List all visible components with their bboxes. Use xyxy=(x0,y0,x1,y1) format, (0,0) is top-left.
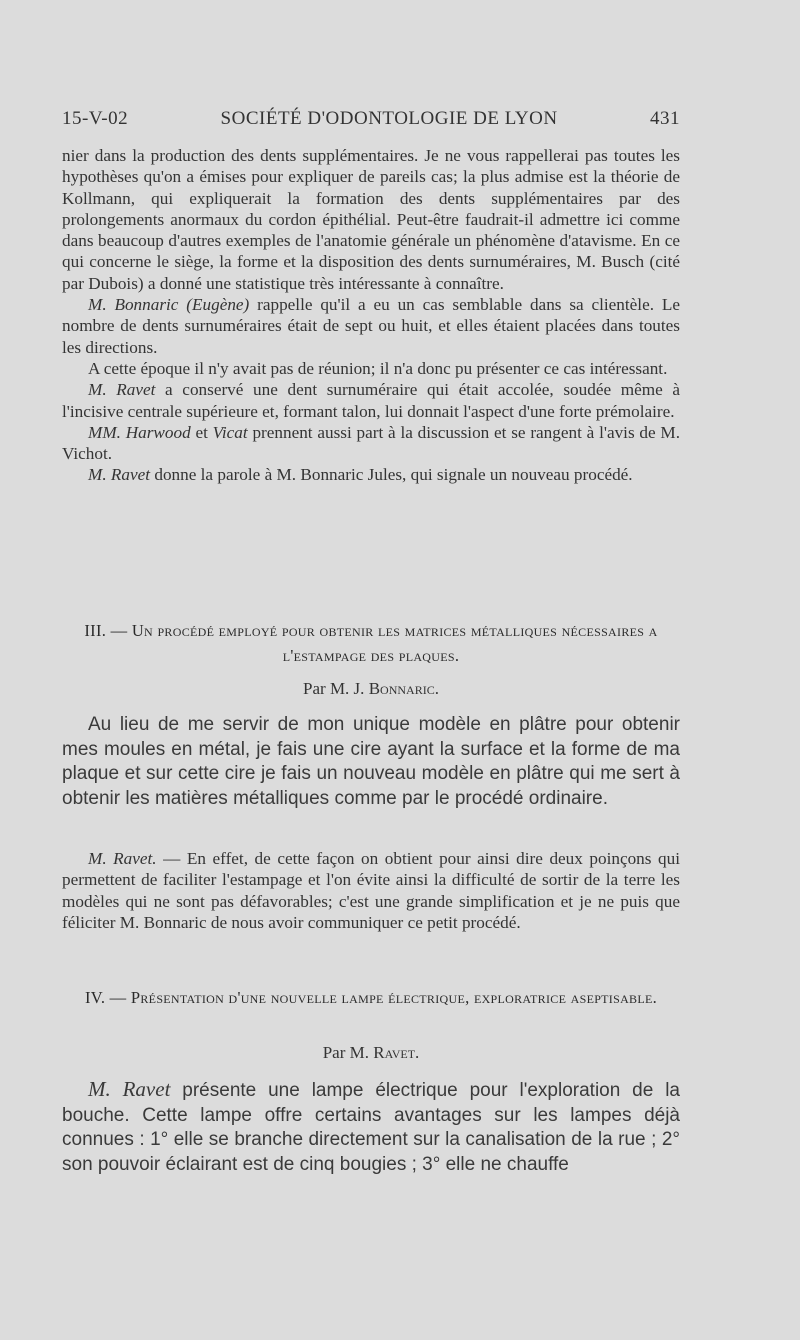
section-4-author xyxy=(62,1043,680,1063)
header-date: 15-V-02 xyxy=(62,108,129,129)
speaker-name: MM. Harwood xyxy=(88,422,191,442)
author-prefix: Par M. xyxy=(322,1043,374,1062)
paragraph-5 xyxy=(62,422,680,465)
paragraph-1: nier dans la production des dents supplémentaires. Je ne vous rappellerai pas toutes les hypothèses qu'on a émises pour expliquer de pareils cas; la plus admise est la théorie de Kollmann, qui expliquerait la formation des dents supplémentaires par des prolongements anormaux du cordon épithélial. Peut-être faudrait-il admettre ici comme dans beaucoup d'autres exemples de l'anatomie générale un phénomène d'atavisme. En ce qui concerne le siège, la forme et la disposition des dents surnuméraires, M. Busch (cité par Dubois) a donné une statistique très intéressante à connaître. xyxy=(62,146,680,293)
paragraph-2 xyxy=(62,294,680,358)
section-title xyxy=(62,985,680,1010)
section-number: III. — xyxy=(84,621,132,640)
section-3-author xyxy=(62,679,680,699)
body-text xyxy=(62,145,680,486)
speaker-name: M. Ravet xyxy=(88,1077,171,1101)
section-title xyxy=(62,618,680,668)
section-4-heading xyxy=(62,985,680,1010)
author-prefix: Par M. J. xyxy=(303,679,369,698)
page-number: 431 xyxy=(650,108,680,129)
section-4-text xyxy=(62,1077,680,1177)
author-line xyxy=(62,1043,680,1063)
paragraph-3: A cette époque il n'y avait pas de réunion; il n'a donc pu présenter ce cas intéressant. xyxy=(88,358,668,378)
paragraph-text: présente une lampe électrique pour l'exploration de la bouche. Cette lampe offre certains avantages sur les lampes déjà connues : 1° elle se branche directement sur la canalisation de la rue ; 2° son pouvoir éclairant est de cinq bougies ; 3° elle ne chauffe xyxy=(62,1080,680,1175)
paragraph-text: prennent aussi part à la discussion et se rangent à l'avis de M. Vichot. xyxy=(62,422,681,464)
section-3-text xyxy=(62,713,680,811)
author-name: Ravet. xyxy=(373,1043,420,1062)
paragraph-6 xyxy=(62,464,680,485)
section-title-text: Un procédé employé pour obtenir les matrices métalliques nécessaires a l'estampage des plaques. xyxy=(131,621,658,665)
paragraph-4 xyxy=(62,379,680,422)
paragraph-text: donne la parole à M. Bonnaric Jules, qui signale un nouveau procédé. xyxy=(150,465,633,485)
paragraph-text: a conservé une dent surnuméraire qui était accolée, soudée même à l'incisive centrale supérieure et, formant talon, lui donnait l'aspect d'une forte prémolaire. xyxy=(62,380,680,421)
paragraph-text: et xyxy=(190,422,213,442)
paragraph-reply xyxy=(62,848,680,933)
paragraph-large: Au lieu de me servir de mon unique modèle en plâtre pour obtenir mes moules en métal, je fais une cire ayant la surface et la forme de ma plaque et sur cette cire je fais un nouveau modèle en plâtre qui me sert à obtenir les matières métalliques comme par le procédé ordinaire. xyxy=(62,714,680,809)
section-title-text: Présentation d'une nouvelle lampe électrique, exploratrice aseptisable. xyxy=(130,988,658,1007)
section-3-heading xyxy=(62,618,680,668)
speaker-name: M. Bonnaric (Eugène) xyxy=(88,295,250,315)
speaker-name: M. Ravet xyxy=(88,380,156,400)
section-3-reply xyxy=(62,848,680,933)
paragraph-text: — En effet, de cette façon on obtient pour ainsi dire deux poinçons qui permettent de faciliter l'estampage et l'on évite ainsi la difficulté de sortir de la terre les modèles qui ne sont pas défavorables; c'est une grande simplification et je ne puis que féliciter M. Bonnaric de nous avoir communiquer ce petit procédé. xyxy=(62,849,680,932)
author-name: Bonnaric. xyxy=(368,679,439,698)
paragraph-text: rappelle qu'il a eu un cas semblable dans sa clientèle. Le nombre de dents surnuméraires était de sept ou huit, et elles étaient placées dans toutes les directions. xyxy=(62,295,680,357)
author-line xyxy=(62,679,680,699)
running-header xyxy=(62,108,680,130)
speaker-name: Vicat xyxy=(212,422,248,442)
paragraph-large xyxy=(62,1077,680,1177)
speaker-name: M. Ravet. xyxy=(88,849,157,868)
speaker-name: M. Ravet xyxy=(88,465,151,485)
section-number: IV. — xyxy=(84,988,131,1007)
header-title: SOCIÉTÉ D'ODONTOLOGIE DE LYON xyxy=(220,108,558,129)
